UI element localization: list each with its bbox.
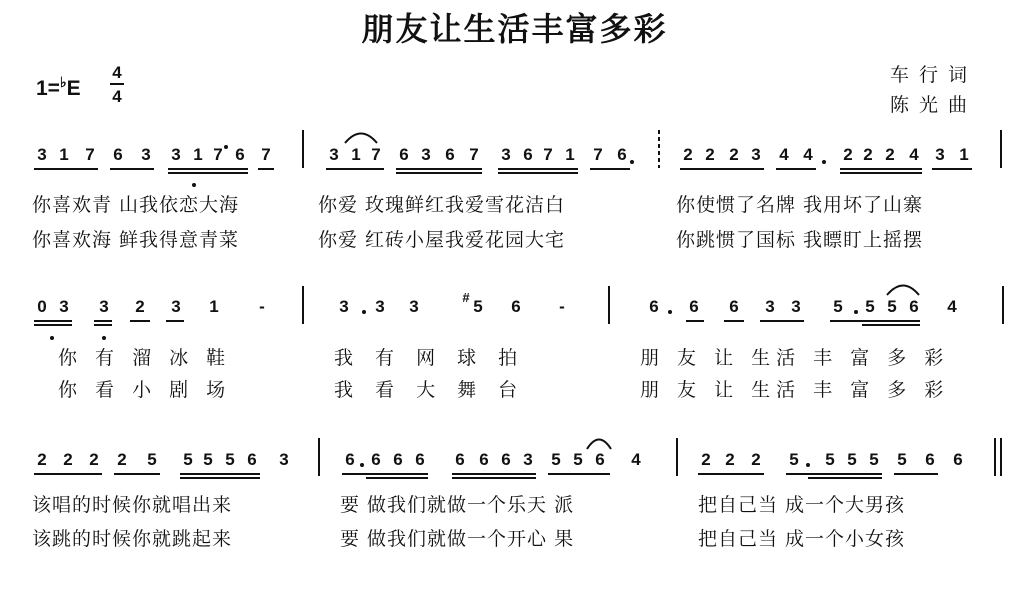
note-digit: 6 — [649, 297, 659, 316]
note-digit: 5 — [869, 450, 879, 469]
note-digit: 6 — [235, 145, 245, 164]
note-digit: 2 — [863, 145, 873, 164]
note-digit: 3 — [99, 297, 109, 316]
note-digit: 2 — [37, 450, 47, 469]
note-digit: 3 — [751, 145, 761, 164]
note-digit: 1 — [209, 297, 219, 316]
lyric-line: 我 有 网 球 拍 — [334, 347, 526, 369]
note-digit: 5 — [847, 450, 857, 469]
beam-underline — [498, 172, 578, 174]
note-digit: 6 — [393, 450, 403, 469]
note-digit: 6 — [953, 450, 963, 469]
beam-underline — [168, 168, 248, 170]
note-digit: 3 — [339, 297, 349, 316]
beam-underline — [110, 168, 154, 170]
key-text: 1=♭E — [36, 74, 81, 100]
lyric-line: 把自己当 成一个小女孩 — [698, 528, 906, 550]
barline — [302, 130, 304, 168]
song-title: 朋友让生活丰富多彩 — [361, 10, 668, 48]
lyric-line: 该跳的时候你就跳起来 — [32, 528, 233, 550]
note-digit: 2 — [701, 450, 711, 469]
note-digit: 6 — [345, 450, 355, 469]
beam-underline — [168, 172, 248, 174]
note-digit: 2 — [135, 297, 145, 316]
note-digit: 4 — [803, 145, 813, 164]
lyric-line: 要 做我们就做一个乐天 派 — [340, 494, 575, 516]
note-digit: 4 — [947, 297, 957, 316]
beam-underline — [180, 477, 260, 479]
lyric-line: 你跳惯了国标 我瞟盯上摇摆 — [676, 229, 924, 251]
note-digit: 7 — [543, 145, 553, 164]
note-digit: 2 — [725, 450, 735, 469]
note-dot — [630, 160, 634, 164]
beam-underline — [396, 172, 482, 174]
note-digit: - — [259, 297, 265, 316]
beam-underline — [724, 320, 744, 322]
note-digit: 2 — [729, 145, 739, 164]
beam-underline — [894, 473, 938, 475]
barline — [318, 438, 320, 476]
note-digit: 5 — [887, 297, 897, 316]
lyric-line: 朋 友 让 生活 丰 富 多 彩 — [640, 379, 950, 401]
note-digit: 3 — [765, 297, 775, 316]
barline — [1000, 130, 1002, 168]
beam-underline — [166, 320, 184, 322]
lyric-line: 你喜欢青 山我依恋大海 — [32, 194, 240, 216]
lyric-line: 你使惯了名牌 我用坏了山寨 — [676, 194, 924, 216]
note-dot — [668, 310, 672, 314]
lyric-line: 把自己当 成一个大男孩 — [698, 494, 906, 516]
note-digit: 3 — [935, 145, 945, 164]
note-digit: 6 — [689, 297, 699, 316]
note-digit: 5 — [865, 297, 875, 316]
note-digit: 5 — [825, 450, 835, 469]
beam-underline — [590, 168, 630, 170]
note-digit: 5 — [225, 450, 235, 469]
note-digit: - — [559, 297, 565, 316]
lyric-line: 该唱的时候你就唱出来 — [32, 494, 233, 516]
composer: 陈光曲 — [890, 94, 978, 116]
lyric-line: 我 看 大 舞 台 — [334, 379, 526, 401]
note-digit: 6 — [415, 450, 425, 469]
note-digit: 5 — [147, 450, 157, 469]
note-digit: 2 — [683, 145, 693, 164]
beam-underline — [498, 168, 578, 170]
note-digit: 4 — [909, 145, 919, 164]
note-digit: 6 — [445, 145, 455, 164]
note-digit: 7 — [261, 145, 271, 164]
beam-underline — [366, 477, 428, 479]
beam-underline — [786, 473, 882, 475]
slur-arc — [886, 282, 920, 296]
barline — [1002, 286, 1004, 324]
beam-underline — [258, 168, 274, 170]
note-digit: 5 — [573, 450, 583, 469]
note-digit: 4 — [631, 450, 641, 469]
barline — [302, 286, 304, 324]
note-digit: 6 — [909, 297, 919, 316]
note-digit: 3 — [141, 145, 151, 164]
note-digit: 1 — [351, 145, 361, 164]
barline — [994, 438, 996, 476]
note-digit: 2 — [117, 450, 127, 469]
note-dot — [806, 463, 810, 467]
beam-underline — [94, 320, 112, 322]
lyric-line: 你喜欢海 鲜我得意青菜 — [32, 229, 240, 251]
note-digit: 7 — [85, 145, 95, 164]
beam-underline — [34, 473, 102, 475]
beam-underline — [130, 320, 150, 322]
note-digit: 5 — [789, 450, 799, 469]
note-digit: 3 — [37, 145, 47, 164]
note-digit: 6 — [925, 450, 935, 469]
note-digit: 0 — [37, 297, 47, 316]
note-digit: 4 — [779, 145, 789, 164]
note-digit: 6 — [523, 145, 533, 164]
note-dot — [822, 160, 826, 164]
beam-underline — [94, 324, 112, 326]
note-digit: 3 — [329, 145, 339, 164]
beam-underline — [34, 324, 72, 326]
slur-arc — [586, 436, 612, 450]
beam-underline — [686, 320, 704, 322]
note-digit: 6 — [501, 450, 511, 469]
note-digit: 1 — [193, 145, 203, 164]
note-digit: 5 — [897, 450, 907, 469]
note-digit: 5 — [183, 450, 193, 469]
note-digit: 3 — [421, 145, 431, 164]
note-digit: 7 — [469, 145, 479, 164]
beam-underline — [808, 477, 882, 479]
note-digit: 7 — [371, 145, 381, 164]
note-digit: 3 — [523, 450, 533, 469]
lyric-line: 你爱 红砖小屋我爱花园大宅 — [318, 229, 566, 251]
note-digit: 2 — [705, 145, 715, 164]
lyricist: 车行词 — [890, 64, 978, 86]
note-digit: 5 — [473, 297, 483, 316]
note-digit: 2 — [751, 450, 761, 469]
beam-underline — [548, 473, 610, 475]
barline — [658, 130, 660, 168]
note-digit: 6 — [729, 297, 739, 316]
note-dot — [50, 336, 54, 340]
note-digit: 6 — [511, 297, 521, 316]
note-digit: 7 — [593, 145, 603, 164]
barline — [1000, 438, 1002, 476]
sharp-sign: # — [462, 290, 470, 305]
note-digit: 5 — [551, 450, 561, 469]
beam-underline — [840, 172, 922, 174]
note-digit: 6 — [479, 450, 489, 469]
note-digit: 1 — [959, 145, 969, 164]
beam-underline — [396, 168, 482, 170]
beam-underline — [840, 168, 922, 170]
beam-underline — [452, 473, 536, 475]
lyric-line: 你爱 玫瑰鲜红我爱雪花洁白 — [318, 194, 566, 216]
beam-underline — [830, 320, 920, 322]
note-digit: 6 — [247, 450, 257, 469]
beam-underline — [932, 168, 972, 170]
note-digit: 3 — [279, 450, 289, 469]
note-digit: 5 — [203, 450, 213, 469]
beam-underline — [114, 473, 160, 475]
time-signature: 4 4 — [110, 64, 124, 105]
beam-underline — [760, 320, 804, 322]
note-digit: 2 — [63, 450, 73, 469]
note-digit: 3 — [791, 297, 801, 316]
note-dot — [854, 310, 858, 314]
note-digit: 3 — [375, 297, 385, 316]
beam-underline — [34, 320, 72, 322]
credits — [890, 60, 977, 120]
note-dot — [362, 310, 366, 314]
lyric-line: 你 看 小 剧 场 — [58, 379, 232, 401]
note-dot — [192, 183, 196, 187]
note-digit: 6 — [399, 145, 409, 164]
beam-underline — [776, 168, 816, 170]
lyric-line: 要 做我们就做一个开心 果 — [340, 528, 575, 550]
note-dot — [224, 145, 228, 149]
barline — [608, 286, 610, 324]
beam-underline — [452, 477, 536, 479]
beam-underline — [680, 168, 764, 170]
note-digit: 6 — [113, 145, 123, 164]
beam-underline — [862, 324, 920, 326]
note-digit: 1 — [59, 145, 69, 164]
beam-underline — [342, 473, 428, 475]
note-digit: 6 — [371, 450, 381, 469]
note-digit: 3 — [171, 297, 181, 316]
beam-underline — [326, 168, 384, 170]
note-digit: 6 — [595, 450, 605, 469]
note-digit: 2 — [885, 145, 895, 164]
lyric-line: 你 有 溜 冰 鞋 — [58, 347, 232, 369]
barline — [676, 438, 678, 476]
note-digit: 3 — [59, 297, 69, 316]
note-digit: 6 — [617, 145, 627, 164]
note-digit: 3 — [501, 145, 511, 164]
note-digit: 6 — [455, 450, 465, 469]
note-digit: 2 — [843, 145, 853, 164]
note-digit: 3 — [409, 297, 419, 316]
note-dot — [360, 463, 364, 467]
note-digit: 7 — [213, 145, 223, 164]
note-digit: 2 — [89, 450, 99, 469]
note-digit: 5 — [833, 297, 843, 316]
lyric-line: 朋 友 让 生活 丰 富 多 彩 — [640, 347, 950, 369]
note-digit: 1 — [565, 145, 575, 164]
beam-underline — [180, 473, 260, 475]
note-digit: 3 — [171, 145, 181, 164]
note-dot — [102, 336, 106, 340]
slur-arc — [344, 130, 378, 144]
beam-underline — [698, 473, 764, 475]
beam-underline — [34, 168, 98, 170]
